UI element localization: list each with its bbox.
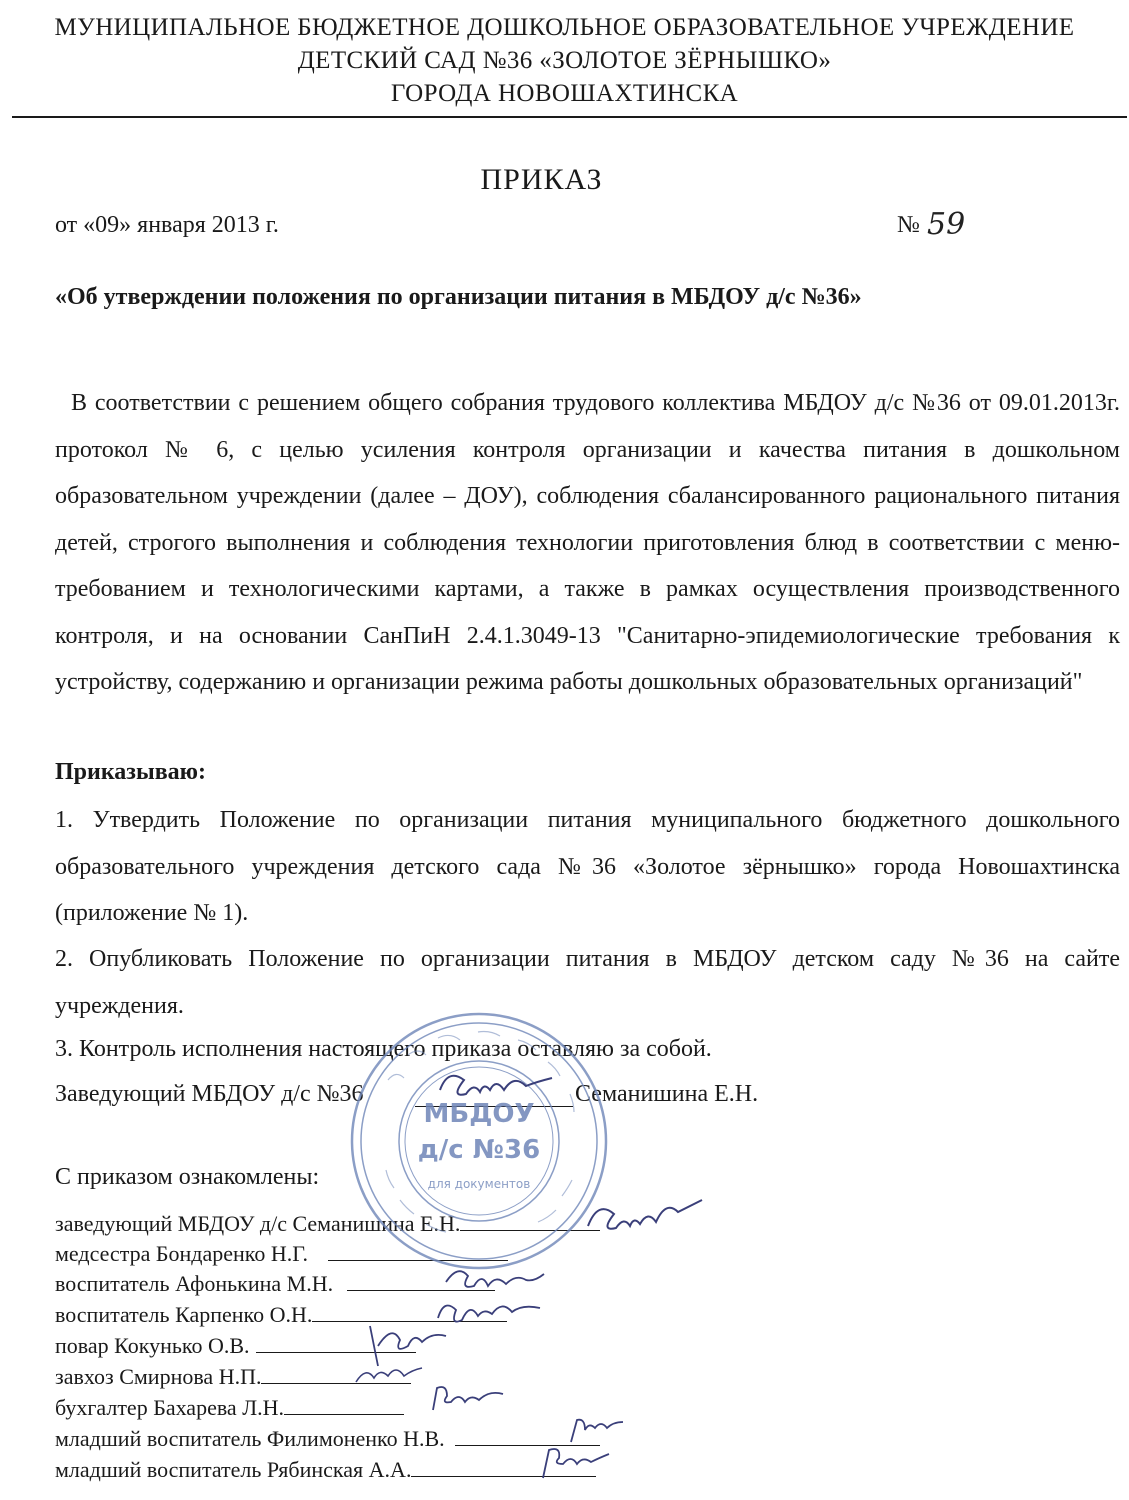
seal-center-line-2: д/с №36 bbox=[417, 1135, 541, 1165]
ack-name: младший воспитатель Рябинская А.А. bbox=[55, 1457, 412, 1482]
seal-center-line-1: МБДОУ bbox=[423, 1099, 535, 1129]
preamble-paragraph: В соответствии с решением общего собрания трудового коллектива МБДОУ д/с №36 от 09.01.2013г. протокол № 6, с целью усиления контроля организации и качества питания в дошкольном образовательном учреждении (далее – ДОУ), соблюдения сбалансированного рационального питания детей, строгого выполнения и соблюдения технологии приготовления блюд в соответствии с меню-требованием и технологическими картами, а также в рамках осуществления производственного контроля, и на основании СанПиН 2.4.1.3049-13 "Санитарно-эпидемиологические требования к устройству, содержанию и организации режима работы дошкольных образовательных организаций" bbox=[55, 390, 1120, 695]
document-number-label: № bbox=[897, 212, 920, 238]
document-title: ПРИКАЗ bbox=[480, 163, 603, 196]
ack-row bbox=[55, 1425, 600, 1452]
signature-scribble bbox=[350, 1358, 430, 1394]
institution-name-line-3: ГОРОДА НОВОШАХТИНСКА bbox=[390, 80, 739, 107]
ack-name: воспитатель Карпенко О.Н. bbox=[55, 1302, 313, 1327]
head-signature-scribble bbox=[430, 1060, 570, 1110]
ack-name: повар Кокунько О.В. bbox=[55, 1333, 250, 1358]
official-seal-stamp bbox=[348, 1010, 610, 1272]
ack-name: воспитатель Афонькина М.Н. bbox=[55, 1271, 334, 1296]
document-number-handwritten: 59 bbox=[927, 207, 966, 242]
ack-row bbox=[55, 1456, 596, 1483]
order-item-3: 3. Контроль исполнения настоящего приказа оставляю за собой. bbox=[55, 1036, 712, 1062]
signature-line bbox=[284, 1394, 404, 1415]
ack-row bbox=[55, 1394, 404, 1421]
ack-name: завхоз Смирнова Н.П. bbox=[55, 1364, 262, 1389]
signature-scribble bbox=[580, 1190, 710, 1245]
signature-scribble bbox=[425, 1380, 515, 1420]
document-subject: «Об утверждении положения по организации питания в МБДОУ д/с №36» bbox=[55, 284, 862, 310]
ack-name: младший воспитатель Филимоненко Н.В. bbox=[55, 1426, 445, 1451]
ack-name: медсестра Бондаренко Н.Г. bbox=[55, 1241, 308, 1266]
order-item-2: 2. Опубликовать Положение по организации питания в МБДОУ детском саду №36 на сайте учреждения. bbox=[55, 946, 1120, 1019]
institution-name-line-1: МУНИЦИПАЛЬНОЕ БЮДЖЕТНОЕ ДОШКОЛЬНОЕ ОБРАЗОВАТЕЛЬНОЕ УЧРЕЖДЕНИЕ bbox=[54, 14, 1075, 41]
institution-name-line-2: ДЕТСКИЙ САД №36 «ЗОЛОТОЕ ЗЁРНЫШКО» bbox=[297, 47, 832, 74]
order-item-1: 1. Утвердить Положение по организации питания муниципального бюджетного дошкольного образовательного учреждения детского сада №36 «Золотое зёрнышко» города Новошахтинска (приложение № 1). bbox=[55, 807, 1120, 926]
orders-heading: Приказываю: bbox=[55, 759, 206, 785]
ack-name: заведующий МБДОУ д/с Семанишина Е.Н. bbox=[55, 1211, 461, 1236]
document-date: от «09» января 2013 г. bbox=[55, 212, 279, 238]
ack-name: бухгалтер Бахарева Л.Н. bbox=[55, 1395, 285, 1420]
header-divider bbox=[12, 116, 1127, 118]
head-signature-label: Заведующий МБДОУ д/с №36 bbox=[55, 1081, 364, 1107]
head-name: Семанишина Е.Н. bbox=[575, 1081, 759, 1107]
seal-bottom-text: для документов bbox=[427, 1177, 531, 1191]
signature-scribble bbox=[535, 1440, 615, 1485]
acknowledged-title: С приказом ознакомлены: bbox=[55, 1164, 320, 1190]
